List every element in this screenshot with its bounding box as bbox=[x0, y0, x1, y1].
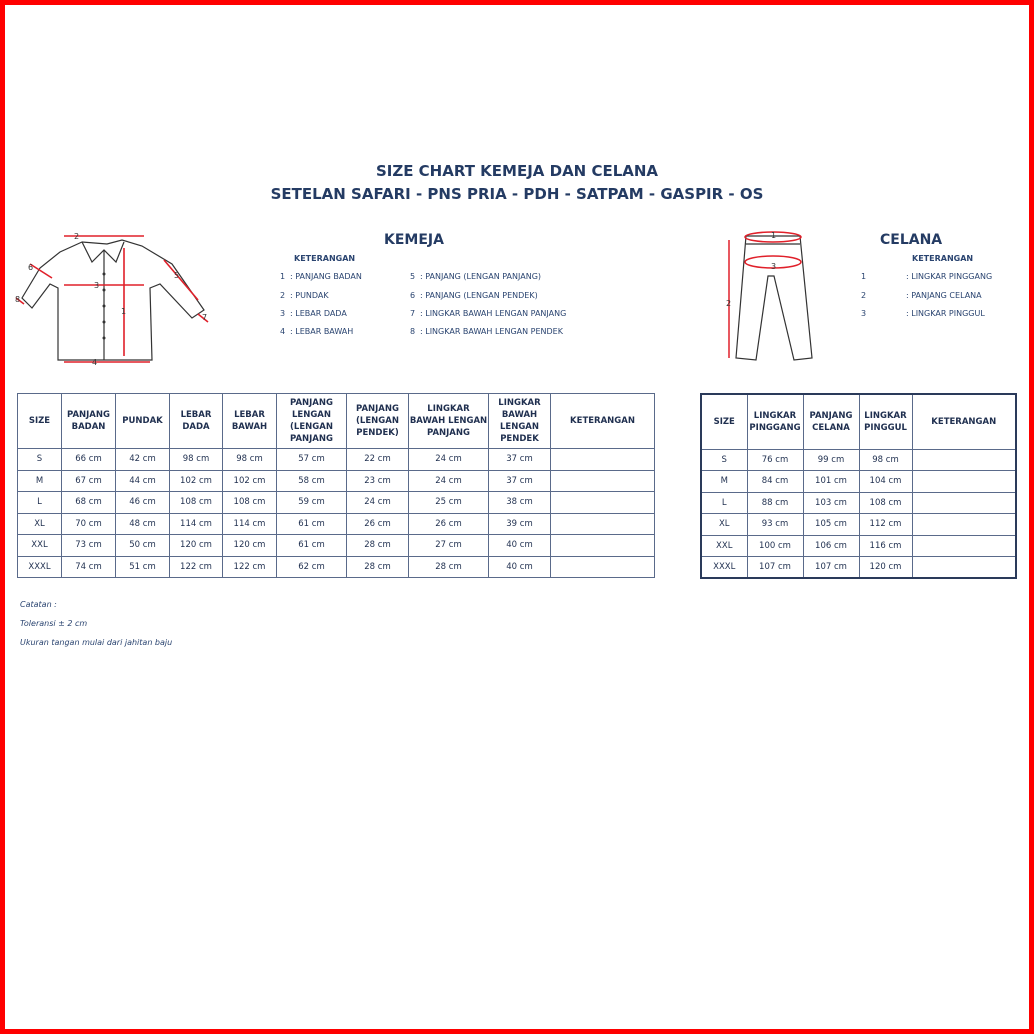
table-cell: 105 cm bbox=[803, 514, 859, 536]
table-cell: XL bbox=[18, 513, 62, 535]
legend-label: : LINGKAR PINGGUL bbox=[906, 309, 985, 318]
legend-label: : PANJANG (LENGAN PANJANG) bbox=[420, 272, 542, 281]
table-cell bbox=[912, 514, 1016, 536]
table-cell: 112 cm bbox=[859, 514, 912, 536]
legend-num: 2 bbox=[861, 291, 867, 300]
kemeja-legend-title: KETERANGAN bbox=[294, 254, 356, 263]
pants-label-1: 1 bbox=[771, 231, 777, 240]
table-cell: M bbox=[701, 471, 747, 493]
table-cell: 24 cm bbox=[347, 492, 409, 514]
table-cell: 103 cm bbox=[803, 492, 859, 514]
table-cell: 88 cm bbox=[747, 492, 803, 514]
table-cell: 107 cm bbox=[747, 557, 803, 579]
table-cell: 70 cm bbox=[62, 513, 116, 535]
column-header: LINGKAR PINGGANG bbox=[747, 394, 803, 449]
shirt-label-2: 2 bbox=[74, 232, 80, 241]
shirt-label-7: 7 bbox=[202, 313, 208, 322]
table-row bbox=[18, 449, 655, 471]
table-cell: XL bbox=[701, 514, 747, 536]
table-cell: 116 cm bbox=[859, 535, 912, 557]
table-cell: 38 cm bbox=[489, 492, 551, 514]
table-cell: 120 cm bbox=[223, 535, 277, 557]
table-cell: 24 cm bbox=[409, 470, 489, 492]
table-cell: S bbox=[701, 449, 747, 471]
table-cell: 44 cm bbox=[116, 470, 170, 492]
table-cell: 84 cm bbox=[747, 471, 803, 493]
table-cell: L bbox=[18, 492, 62, 514]
table-cell: 39 cm bbox=[489, 513, 551, 535]
table-cell: 57 cm bbox=[277, 449, 347, 471]
celana-legend-title: KETERANGAN bbox=[912, 254, 974, 263]
legend-num: 4 bbox=[280, 327, 286, 336]
legend-label: : LEBAR BAWAH bbox=[290, 327, 354, 336]
legend-num: 5 bbox=[410, 272, 416, 281]
note-tolerance: Toleransi ± 2 cm bbox=[20, 619, 88, 628]
table-cell: 42 cm bbox=[116, 449, 170, 471]
table-cell: 122 cm bbox=[223, 556, 277, 578]
table-cell: 102 cm bbox=[223, 470, 277, 492]
table-cell: 73 cm bbox=[62, 535, 116, 557]
table-cell: 120 cm bbox=[170, 535, 223, 557]
column-header: LINGKAR BAWAH LENGAN PANJANG bbox=[409, 394, 489, 449]
legend-num: 3 bbox=[861, 309, 867, 318]
table-cell: 66 cm bbox=[62, 449, 116, 471]
table-cell: 102 cm bbox=[170, 470, 223, 492]
note-sleeve: Ukuran tangan mulai dari jahitan baju bbox=[20, 638, 173, 647]
table-row bbox=[18, 556, 655, 578]
column-header: LINGKAR PINGGUL bbox=[859, 394, 912, 449]
table-cell bbox=[551, 449, 655, 471]
notes-title: Catatan : bbox=[20, 600, 57, 609]
table-cell: XXL bbox=[701, 535, 747, 557]
legend-label: : LINGKAR BAWAH LENGAN PANJANG bbox=[420, 309, 567, 318]
legend-label: : LINGKAR PINGGANG bbox=[906, 272, 993, 281]
column-header: LINGKAR BAWAH LENGAN PENDEK bbox=[489, 394, 551, 449]
table-cell: 93 cm bbox=[747, 514, 803, 536]
table-cell: 67 cm bbox=[62, 470, 116, 492]
table-row bbox=[701, 514, 1016, 536]
table-cell bbox=[912, 557, 1016, 579]
table-row bbox=[701, 492, 1016, 514]
table-row bbox=[701, 449, 1016, 471]
table-cell bbox=[551, 556, 655, 578]
table-cell: XXXL bbox=[701, 557, 747, 579]
table-row bbox=[701, 535, 1016, 557]
legend-label: : PANJANG (LENGAN PENDEK) bbox=[420, 291, 538, 300]
table-cell: 120 cm bbox=[859, 557, 912, 579]
legend-num: 8 bbox=[410, 327, 416, 336]
kemeja-heading: KEMEJA bbox=[384, 232, 444, 248]
shirt-label-4: 4 bbox=[92, 358, 98, 367]
legend-num: 7 bbox=[410, 309, 416, 318]
table-cell: 98 cm bbox=[170, 449, 223, 471]
column-header: SIZE bbox=[701, 394, 747, 449]
legend-label: : PANJANG BADAN bbox=[290, 272, 362, 281]
table-cell: 101 cm bbox=[803, 471, 859, 493]
table-cell: 98 cm bbox=[859, 449, 912, 471]
table-cell bbox=[912, 535, 1016, 557]
table-row bbox=[18, 535, 655, 557]
legend-num: 1 bbox=[861, 272, 867, 281]
table-cell: 28 cm bbox=[347, 535, 409, 557]
table-cell: 28 cm bbox=[347, 556, 409, 578]
legend-num: 2 bbox=[280, 291, 286, 300]
table-cell: 48 cm bbox=[116, 513, 170, 535]
pants-label-3: 3 bbox=[771, 262, 777, 271]
column-header: LEBAR DADA bbox=[170, 394, 223, 449]
shirt-diagram bbox=[12, 228, 217, 368]
table-cell: 58 cm bbox=[277, 470, 347, 492]
table-cell: 50 cm bbox=[116, 535, 170, 557]
legend-num: 6 bbox=[410, 291, 416, 300]
table-cell: 27 cm bbox=[409, 535, 489, 557]
table-cell: 22 cm bbox=[347, 449, 409, 471]
table-cell: 107 cm bbox=[803, 557, 859, 579]
legend-label: : PUNDAK bbox=[290, 291, 329, 300]
shirt-label-5: 5 bbox=[174, 271, 180, 280]
table-cell: 98 cm bbox=[223, 449, 277, 471]
table-cell: 99 cm bbox=[803, 449, 859, 471]
table-cell: 61 cm bbox=[277, 535, 347, 557]
legend-num: 1 bbox=[280, 272, 286, 281]
table-cell: M bbox=[18, 470, 62, 492]
table-cell: 100 cm bbox=[747, 535, 803, 557]
column-header: PANJANG CELANA bbox=[803, 394, 859, 449]
table-cell: 106 cm bbox=[803, 535, 859, 557]
table-cell bbox=[551, 513, 655, 535]
table-cell: XXL bbox=[18, 535, 62, 557]
column-header: LEBAR BAWAH bbox=[223, 394, 277, 449]
table-cell: 23 cm bbox=[347, 470, 409, 492]
column-header: PANJANG BADAN bbox=[62, 394, 116, 449]
table-cell: 37 cm bbox=[489, 470, 551, 492]
table-row bbox=[18, 470, 655, 492]
table-cell: 108 cm bbox=[223, 492, 277, 514]
table-cell: 76 cm bbox=[747, 449, 803, 471]
table-cell: 46 cm bbox=[116, 492, 170, 514]
table-cell: S bbox=[18, 449, 62, 471]
table-cell: 122 cm bbox=[170, 556, 223, 578]
table-cell: 40 cm bbox=[489, 535, 551, 557]
table-cell: 40 cm bbox=[489, 556, 551, 578]
title-line-1: SIZE CHART KEMEJA DAN CELANA bbox=[375, 162, 659, 180]
table-cell: 51 cm bbox=[116, 556, 170, 578]
legend-label: : LEBAR DADA bbox=[290, 309, 347, 318]
table-cell: 74 cm bbox=[62, 556, 116, 578]
kemeja-size-table bbox=[17, 393, 655, 578]
pants-label-2: 2 bbox=[726, 299, 732, 308]
legend-num: 3 bbox=[280, 309, 286, 318]
shirt-label-8: 8 bbox=[15, 295, 21, 304]
table-cell: XXXL bbox=[18, 556, 62, 578]
table-cell bbox=[912, 471, 1016, 493]
table-cell: 108 cm bbox=[859, 492, 912, 514]
table-row bbox=[18, 492, 655, 514]
legend-label: : PANJANG CELANA bbox=[906, 291, 982, 300]
table-cell: 114 cm bbox=[170, 513, 223, 535]
table-cell: 59 cm bbox=[277, 492, 347, 514]
table-cell bbox=[912, 449, 1016, 471]
shirt-label-3: 3 bbox=[94, 281, 100, 290]
title-line-2: SETELAN SAFARI - PNS PRIA - PDH - SATPAM - GASPIR - OS bbox=[270, 185, 764, 203]
table-cell bbox=[551, 492, 655, 514]
table-cell: 104 cm bbox=[859, 471, 912, 493]
legend-label: : LINGKAR BAWAH LENGAN PENDEK bbox=[420, 327, 563, 336]
table-cell bbox=[912, 492, 1016, 514]
table-cell: L bbox=[701, 492, 747, 514]
table-cell: 62 cm bbox=[277, 556, 347, 578]
column-header: SIZE bbox=[18, 394, 62, 449]
column-header: PANJANG LENGAN (LENGAN PANJANG bbox=[277, 394, 347, 449]
column-header: KETERANGAN bbox=[551, 394, 655, 449]
celana-heading: CELANA bbox=[880, 232, 943, 248]
shirt-label-6: 6 bbox=[28, 263, 34, 272]
pants-diagram bbox=[720, 226, 820, 366]
column-header: KETERANGAN bbox=[912, 394, 1016, 449]
table-cell: 114 cm bbox=[223, 513, 277, 535]
column-header: PANJANG (LENGAN PENDEK) bbox=[347, 394, 409, 449]
table-cell: 26 cm bbox=[409, 513, 489, 535]
table-cell: 108 cm bbox=[170, 492, 223, 514]
celana-size-table bbox=[700, 393, 1017, 579]
table-cell bbox=[551, 535, 655, 557]
table-cell: 28 cm bbox=[409, 556, 489, 578]
table-row bbox=[701, 471, 1016, 493]
table-cell: 61 cm bbox=[277, 513, 347, 535]
table-row bbox=[18, 513, 655, 535]
table-cell: 26 cm bbox=[347, 513, 409, 535]
table-cell: 24 cm bbox=[409, 449, 489, 471]
column-header: PUNDAK bbox=[116, 394, 170, 449]
shirt-label-1: 1 bbox=[121, 307, 127, 316]
table-cell: 37 cm bbox=[489, 449, 551, 471]
table-cell: 68 cm bbox=[62, 492, 116, 514]
table-cell: 25 cm bbox=[409, 492, 489, 514]
table-cell bbox=[551, 470, 655, 492]
table-row bbox=[701, 557, 1016, 579]
